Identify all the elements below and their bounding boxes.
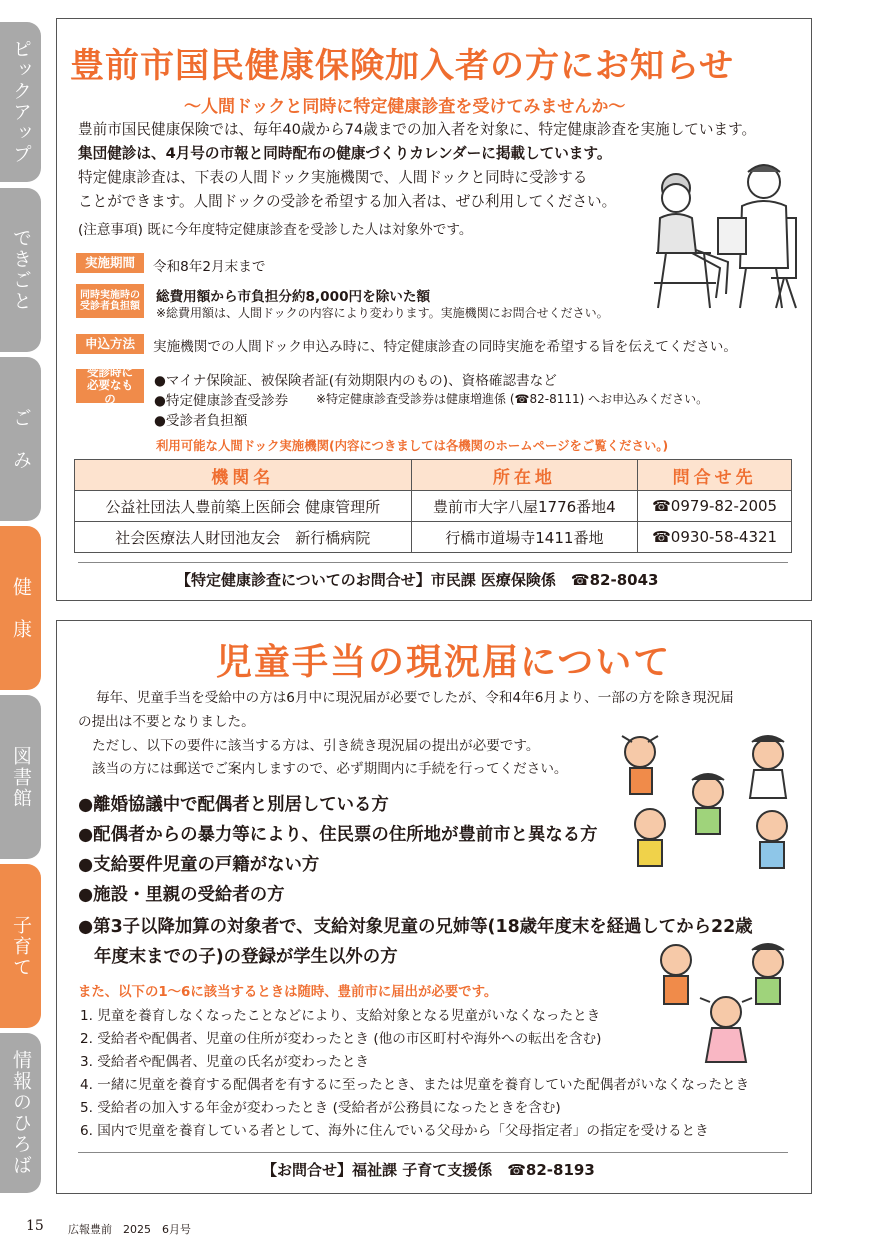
numbered-item: 5. 受給者の加入する年金が変わったとき (受給者が公務員になったときを含む) xyxy=(80,1100,561,1116)
cost-value: 総費用額から市負担分約8,000円を除いた額 xyxy=(156,289,431,305)
divider xyxy=(78,562,788,563)
intro-line: の提出は不要となりました。 xyxy=(78,714,255,730)
column-header: 問合せ先 xyxy=(638,460,792,491)
numbered-item: 6. 国内で児童を養育している者として、海外に住んでいる父母から「父母指定者」の指定を受けるとき xyxy=(80,1123,709,1139)
requirement-item-continued: 年度末までの子)の登録が学生以外の方 xyxy=(94,947,398,967)
tab-label: 子育て xyxy=(10,914,32,978)
tab-label: できごと xyxy=(10,228,32,312)
intro-line: 豊前市国民健康保険では、毎年40歳から74歳までの加入者を対象に、特定健康診査を実施しています。 xyxy=(78,121,757,138)
section2-title: 児童手当の現況届について xyxy=(216,642,672,683)
table-cell: ☎0979-82-2005 xyxy=(638,491,792,522)
intro-line: ただし、以下の要件に該当する方は、引き続き現況届の提出が必要です。 xyxy=(92,738,540,754)
numbered-item: 1. 児童を養育しなくなったことなどにより、支給対象となる児童がいなくなったとき xyxy=(80,1008,601,1024)
tab-label: 図書館 xyxy=(10,745,32,809)
requirement-item: ●配偶者からの暴力等により、住民票の住所地が豊前市と異なる方 xyxy=(78,825,598,845)
caution-note: (注意事項) 既に今年度特定健康診査を受診した人は対象外です。 xyxy=(78,222,473,238)
tab-events[interactable] xyxy=(0,188,41,352)
page-number: 15 xyxy=(26,1218,44,1234)
publication-name: 広報豊前 2025 6月号 xyxy=(68,1223,191,1236)
table-cell: 社会医療法人財団池友会 新行橋病院 xyxy=(75,522,412,553)
tab-label: ご み xyxy=(10,407,32,471)
needs-label: 受診時に必要なもの xyxy=(76,369,144,403)
doctor-consultation-illustration xyxy=(636,158,806,316)
intro-line: 集団健診は、4月号の市報と同時配布の健康づくりカレンダーに掲載しています。 xyxy=(78,145,612,162)
tab-label: 情報のひろば xyxy=(10,1050,32,1176)
numbered-item: 2. 受給者や配偶者、児童の住所が変わったとき (他の市区町村や海外への転出を含む) xyxy=(80,1031,602,1047)
table-header-row xyxy=(75,460,792,491)
section1-title: 豊前市国民健康保険加入者の方にお知らせ xyxy=(70,46,734,86)
children-group-illustration xyxy=(640,936,800,1066)
apply-value: 実施機関での人間ドック申込み時に、特定健康診査の同時実施を希望する旨を伝えてください。 xyxy=(153,339,737,355)
requirement-item: ●施設・里親の受給者の方 xyxy=(78,885,285,905)
column-header: 機関名 xyxy=(75,460,412,491)
requirement-item: ●離婚協議中で配偶者と別居している方 xyxy=(78,795,389,815)
numbered-item: 4. 一緒に児童を養育する配偶者を有するに至ったとき、または児童を養育していた配偶者がいなくなったとき xyxy=(80,1077,750,1093)
tab-label: ピックアップ xyxy=(10,39,32,165)
notification-note: また、以下の1～6に該当するときは随時、豊前市に届出が必要です。 xyxy=(78,985,498,1000)
section1-contact: 【特定健康診査についてのお問合せ】市民課 医療保険係 ☎82-8043 xyxy=(176,571,659,589)
apply-label: 申込方法 xyxy=(76,334,144,354)
tab-garbage[interactable] xyxy=(0,357,41,521)
children-illustration xyxy=(612,728,802,874)
intro-line: ことができます。人間ドックの受診を希望する加入者は、ぜひ利用してください。 xyxy=(78,193,617,210)
period-value: 令和8年2月末まで xyxy=(153,259,266,275)
tab-label: 健 康 xyxy=(10,576,32,640)
intro-line: 特定健康診査は、下表の人間ドック実施機関で、人間ドックと同時に受診する xyxy=(78,169,588,186)
cost-label: 同時実施時の受診者負担額 xyxy=(76,284,144,318)
needs-item: ●マイナ保険証、被保険者証(有効期限内のもの)、資格確認書など xyxy=(154,373,557,389)
institution-table xyxy=(74,459,792,553)
table-cell: 豊前市大字八屋1776番地4 xyxy=(411,491,638,522)
table-caption: 利用可能な人間ドック実施機関(内容につきましては各機関のホームページをご覧ください。) xyxy=(156,438,669,453)
section1-subtitle: ～人間ドックと同時に特定健康診査を受けてみませんか～ xyxy=(184,97,626,117)
section2-contact: 【お問合せ】福祉課 子育て支援係 ☎82-8193 xyxy=(262,1161,595,1179)
table-row xyxy=(75,491,792,522)
table-cell: 行橋市道場寺1411番地 xyxy=(411,522,638,553)
numbered-item: 3. 受給者や配偶者、児童の氏名が変わったとき xyxy=(80,1054,370,1070)
table-cell: 公益社団法人豊前築上医師会 健康管理所 xyxy=(75,491,412,522)
requirement-item: ●第3子以降加算の対象者で、支給対象児童の兄姉等(18歳年度末を経過してから22歳 xyxy=(78,917,753,937)
table-cell: ☎0930-58-4321 xyxy=(638,522,792,553)
needs-item: ●特定健康診査受診券 xyxy=(154,393,289,409)
table-row xyxy=(75,522,792,553)
needs-note: ※特定健康診査受診券は健康増進係 (☎82-8111) へお申込みください。 xyxy=(316,392,709,406)
needs-item: ●受診者負担額 xyxy=(154,413,248,429)
tab-info-plaza[interactable] xyxy=(0,1033,41,1193)
period-label: 実施期間 xyxy=(76,253,144,273)
tab-pickup[interactable] xyxy=(0,22,41,182)
intro-line: 該当の方には郵送でご案内しますので、必ず期間内に手続を行ってください。 xyxy=(92,761,568,777)
tab-library[interactable] xyxy=(0,695,41,859)
column-header: 所在地 xyxy=(411,460,638,491)
intro-line: 毎年、児童手当を受給中の方は6月中に現況届が必要でしたが、令和4年6月より、一部の方を除き現況届 xyxy=(96,690,734,706)
tab-health[interactable] xyxy=(0,526,41,690)
requirement-item: ●支給要件児童の戸籍がない方 xyxy=(78,855,320,875)
tab-childcare[interactable] xyxy=(0,864,41,1028)
divider xyxy=(78,1152,788,1153)
cost-note: ※総費用額は、人間ドックの内容により変わります。実施機関にお問合せください。 xyxy=(156,306,609,320)
